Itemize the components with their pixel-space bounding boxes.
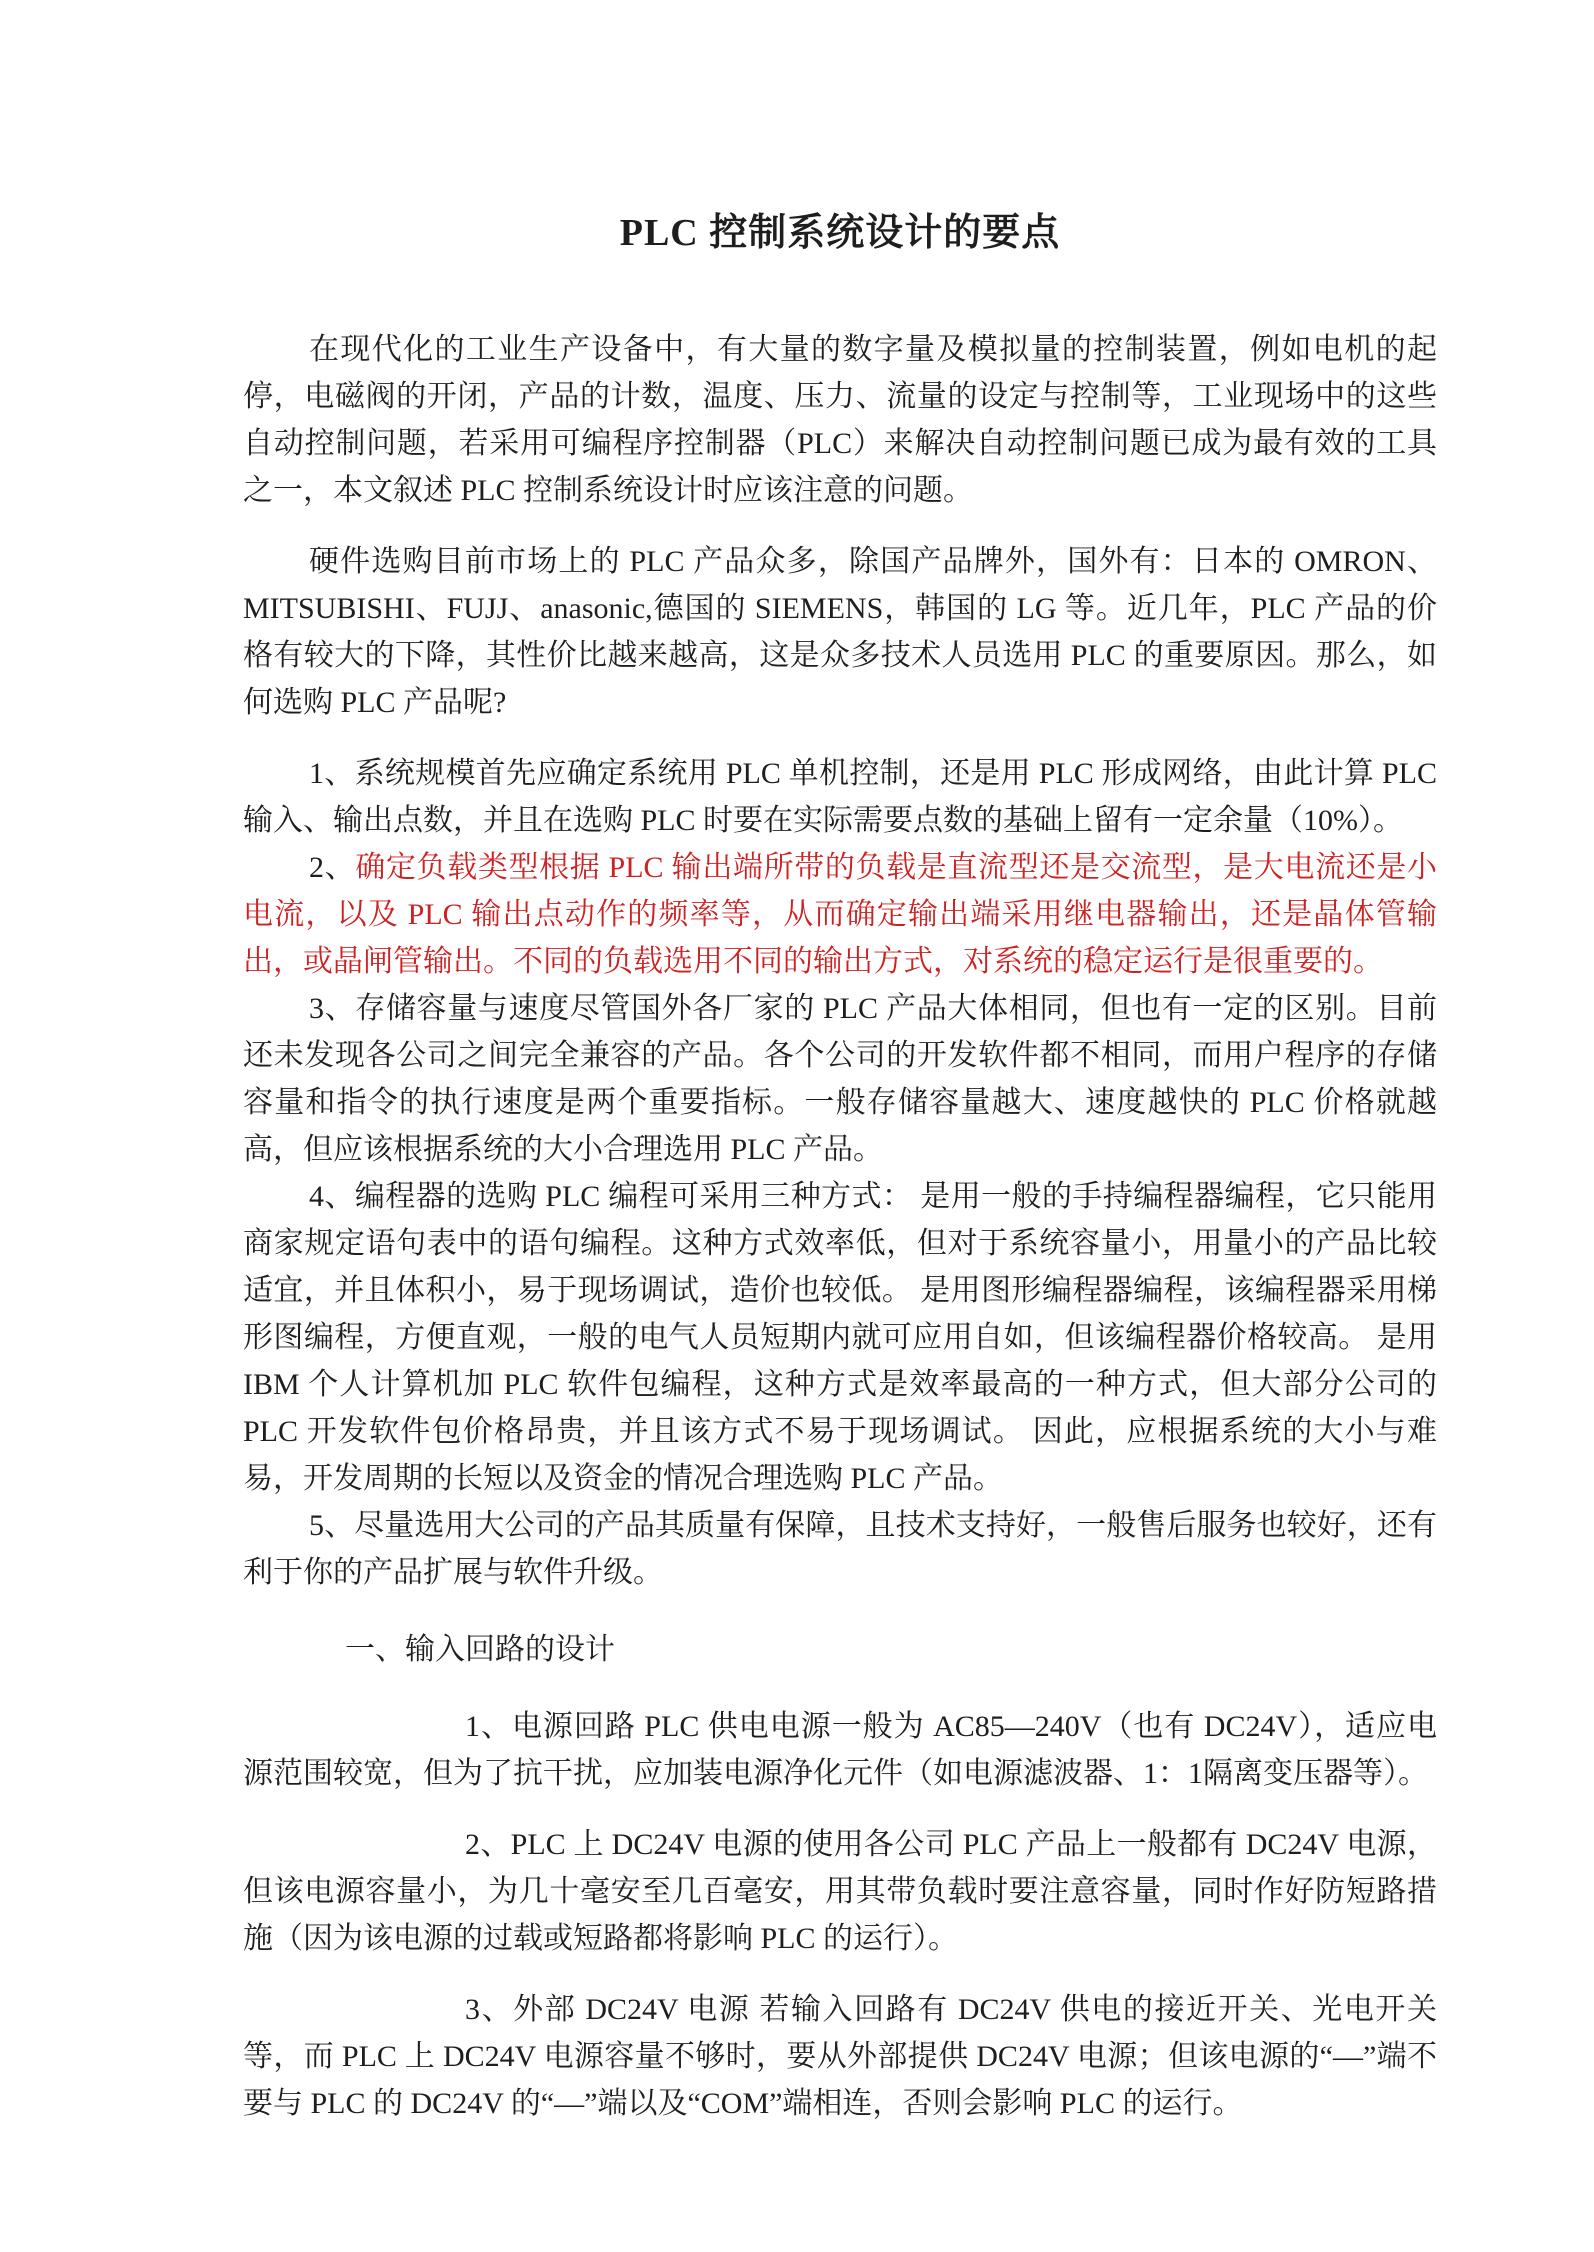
input-item-dc24v-onboard: 2、PLC 上 DC24V 电源的使用各公司 PLC 产品上一般都有 DC24V 电源，但该电源容量小，为几十毫安至几百毫安，用其带负载时要注意容量，同时作好防短路措施（因为该电源的过载或短路都将影响 PLC 的运行）。 bbox=[243, 1828, 1437, 1955]
list-item-load-type bbox=[243, 844, 1437, 985]
list-item-load-type-highlighted-text: 确定负载类型根据 PLC 输出端所带的负载是直流型还是交流型，是大电流还是小电流，以及 PLC 输出点动作的频率等，从而确定输出端采用继电器输出，还是晶体管输出，或晶闸管输出。不同的负载选用不同的输出方式，对系统的稳定运行是很重要的。 bbox=[243, 851, 1437, 978]
document-body bbox=[243, 326, 1437, 2127]
input-item-power-circuit: 1、电源回路 PLC 供电电源一般为 AC85—240V（也有 DC24V），适应电源范围较宽，但为了抗干扰，应加装电源净化元件（如电源滤波器、1：1隔离变压器等）。 bbox=[243, 1710, 1437, 1790]
list-item-storage-speed: 3、存储容量与速度尽管国外各厂家的 PLC 产品大体相同，但也有一定的区别。目前还未发现各公司之间完全兼容的产品。各个公司的开发软件都不相同，而用户程序的存储容量和指令的执行速度是两个重要指标。一般存储容量越大、速度越快的 PLC 价格就越高，但应该根据系统的大小合理选用 PLC 产品。 bbox=[243, 992, 1437, 1166]
list-item-system-scale: 1、系统规模首先应确定系统用 PLC 单机控制，还是用 PLC 形成网络，由此计算 PLC 输入、输出点数，并且在选购 PLC 时要在实际需要点数的基础上留有一定余量（10%）。 bbox=[243, 757, 1437, 837]
input-item-dc24v-external: 3、外部 DC24V 电源 若输入回路有 DC24V 供电的接近开关、光电开关等，而 PLC 上 DC24V 电源容量不够时，要从外部提供 DC24V 电源；但该电源的“—”端不要与 PLC 的 DC24V 的“—”端以及“COM”端相连，否则会影响 PLC 的运行。 bbox=[243, 1993, 1437, 2120]
list-item-load-type-number: 2、 bbox=[309, 851, 356, 884]
hardware-selection-paragraph: 硬件选购目前市场上的 PLC 产品众多，除国产品牌外，国外有：日本的 OMRON、MITSUBISHI、FUJJ、anasonic,德国的 SIEMENS，韩国的 LG 等。近几年，PLC 产品的价格有较大的下降，其性价比越来越高，这是众多技术人员选用 PLC 的重要原因。那么，如何选购 PLC 产品呢? bbox=[243, 545, 1437, 719]
intro-paragraph: 在现代化的工业生产设备中，有大量的数字量及模拟量的控制装置，例如电机的起停，电磁阀的开闭，产品的计数，温度、压力、流量的设定与控制等，工业现场中的这些自动控制问题，若采用可编程序控制器（PLC）来解决自动控制问题已成为最有效的工具之一，本文叙述 PLC 控制系统设计时应该注意的问题。 bbox=[243, 333, 1437, 507]
list-item-programmer-selection: 4、编程器的选购 PLC 编程可采用三种方式： 是用一般的手持编程器编程，它只能用商家规定语句表中的语句编程。这种方式效率低，但对于系统容量小，用量小的产品比较适宜，并且体积小，易于现场调试，造价也较低。 是用图形编程器编程，该编程器采用梯形图编程，方便直观，一般的电气人员短期内就可应用自如，但该编程器价格较高。 是用 IBM 个人计算机加 PLC 软件包编程，这种方式是效率最高的一种方式，但大部分公司的 PLC 开发软件包价格昂贵，并且该方式不易于现场调试。 因此，应根据系统的大小与难易，开发周期的长短以及资金的情况合理选购 PLC 产品。 bbox=[243, 1180, 1437, 1495]
page-title: PLC 控制系统设计的要点 bbox=[619, 212, 1061, 254]
list-item-big-company: 5、尽量选用大公司的产品其质量有保障，且技术支持好，一般售后服务也较好，还有利于你的产品扩展与软件升级。 bbox=[243, 1509, 1437, 1589]
section-heading-input-circuit-design: 一、输入回路的设计 bbox=[345, 1633, 615, 1666]
